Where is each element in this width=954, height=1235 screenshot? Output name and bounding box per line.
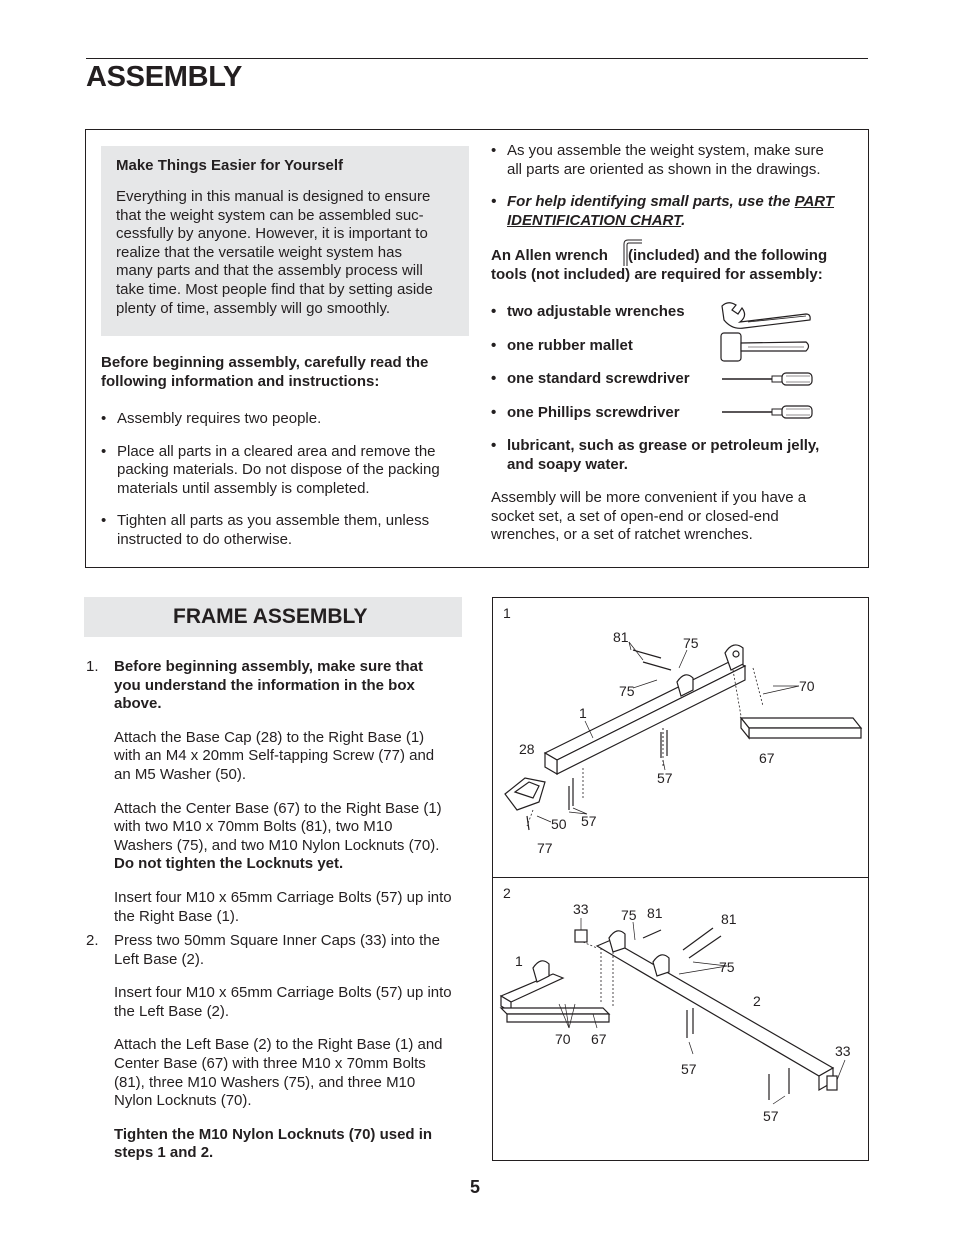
callout-77: 77 bbox=[537, 840, 553, 856]
section-heading-bar bbox=[84, 597, 462, 637]
section-heading: FRAME ASSEMBLY bbox=[173, 605, 368, 628]
callout-75: 75 bbox=[621, 907, 637, 923]
list-item: • one rubber mallet bbox=[491, 337, 721, 356]
header-rule bbox=[86, 58, 868, 59]
list-item: • Tighten all parts as you assemble them, unless instructed to do otherwise. bbox=[101, 512, 471, 549]
callout-67: 67 bbox=[759, 750, 775, 766]
before-instructions: Before beginning assembly, carefully read the following information and instructions: bbox=[101, 354, 429, 390]
page-number: 5 bbox=[470, 1177, 481, 1197]
adjustable-wrench-icon bbox=[718, 300, 813, 330]
list-item: • As you assemble the weight system, make sure all parts are oriented as shown in the drawings. bbox=[491, 142, 861, 179]
list-item: • one standard screwdriver bbox=[491, 370, 721, 389]
callout-50: 50 bbox=[551, 816, 567, 832]
callout-28: 28 bbox=[519, 741, 535, 757]
figure-1-step-number: 1 bbox=[503, 605, 511, 621]
callout-57: 57 bbox=[763, 1108, 779, 1124]
tool-list bbox=[491, 303, 721, 422]
standard-screwdriver-icon bbox=[720, 370, 815, 388]
step-2-number: 2. bbox=[86, 932, 99, 949]
allen-wrench-text: An Allen wrench (included) and the following tools (not included) are required for assembly: bbox=[491, 247, 828, 283]
list-item: • Place all parts in a cleared area and remove the packing materials. Do not dispose of the packing materials until assembly is completed. bbox=[101, 443, 471, 499]
callout-70: 70 bbox=[799, 678, 815, 694]
page-title: ASSEMBLY bbox=[86, 61, 243, 93]
callout-75: 75 bbox=[619, 683, 635, 699]
callout-57: 57 bbox=[581, 813, 597, 829]
callout-75: 75 bbox=[683, 635, 699, 651]
figure-2-step-number: 2 bbox=[503, 885, 511, 901]
left-bullet-list bbox=[101, 410, 471, 550]
part-chart-link-2[interactable]: IDENTIFICATION CHART bbox=[507, 211, 682, 229]
step-2-text: Press two 50mm Square Inner Caps (33) into the Left Base (2). Insert four M10 x 65mm Carriage Bolts (57) up into the Left Base (2). Attach the Left Base (2) to the Right Base (1) and Center Base (67) with three M10 x 70mm Bolts (81), three M10 Washers (75), and three M10 Nylon Locknuts (70). Tighten the M10 Nylon Locknuts (70) used in steps 1 and 2. bbox=[114, 932, 452, 1162]
callout-67: 67 bbox=[591, 1031, 607, 1047]
callout-57: 57 bbox=[657, 770, 673, 786]
figure-2-diagram bbox=[493, 878, 868, 1160]
callout-81: 81 bbox=[721, 911, 737, 927]
list-item: • lubricant, such as grease or petroleum jelly, and soapy water. bbox=[491, 437, 861, 474]
callout-1: 1 bbox=[579, 705, 587, 721]
callout-81: 81 bbox=[647, 905, 663, 921]
callout-1: 1 bbox=[515, 953, 523, 969]
callout-33: 33 bbox=[835, 1043, 851, 1059]
phillips-screwdriver-icon bbox=[720, 403, 815, 421]
part-chart-link[interactable]: PART bbox=[794, 193, 835, 211]
list-item: • one Phillips screwdriver bbox=[491, 404, 721, 423]
allen-wrench-icon bbox=[618, 238, 644, 268]
list-item: • For help identifying small parts, use the PART IDENTIFICATION CHART. bbox=[491, 193, 861, 230]
callout-33: 33 bbox=[573, 901, 589, 917]
list-item: • two adjustable wrenches bbox=[491, 303, 721, 322]
callout-57: 57 bbox=[681, 1061, 697, 1077]
assembly-figures bbox=[492, 597, 869, 1161]
right-bullet-list bbox=[491, 142, 861, 230]
callout-75: 75 bbox=[719, 959, 735, 975]
figure-1-diagram bbox=[493, 598, 868, 877]
step-1-number: 1. bbox=[86, 658, 99, 675]
list-item: • Assembly requires two people. bbox=[101, 410, 471, 429]
convenience-note: Assembly will be more convenient if you have a socket set, a set of open-end or closed-end wrenches, or a set of ratchet wrenches. bbox=[491, 489, 807, 544]
callout-81: 81 bbox=[613, 629, 629, 645]
tip-heading: Make Things Easier for Yourself bbox=[116, 157, 344, 174]
lubricant-list bbox=[491, 437, 861, 474]
tip-body: Everything in this manual is designed to ensure that the weight system can be assembled suc- cessfully by anyone. However, it is important to realize that the versatile weight system has many parts and that the assembly process will take time. Most people find that by setting aside plenty of time, assembly will go smoothly. bbox=[116, 188, 433, 317]
rubber-mallet-icon bbox=[718, 330, 813, 364]
callout-2: 2 bbox=[753, 993, 761, 1009]
callout-70: 70 bbox=[555, 1031, 571, 1047]
step-1-text: Before beginning assembly, make sure that you understand the information in the box above. Attach the Base Cap (28) to the Right Base (1) with an M4 x 20mm Self-tapping Screw (77) and an M5 Washer (50). Attach the Center Base (67) to the Right Base (1) with two M10 x 70mm Bolts (81), two M10 Washers (75), and two M10 Nylon Locknuts (70). Do not tighten the Locknuts yet. Insert four M10 x 65mm Carriage Bolts (57) up into the Right Base (1). bbox=[114, 658, 452, 925]
